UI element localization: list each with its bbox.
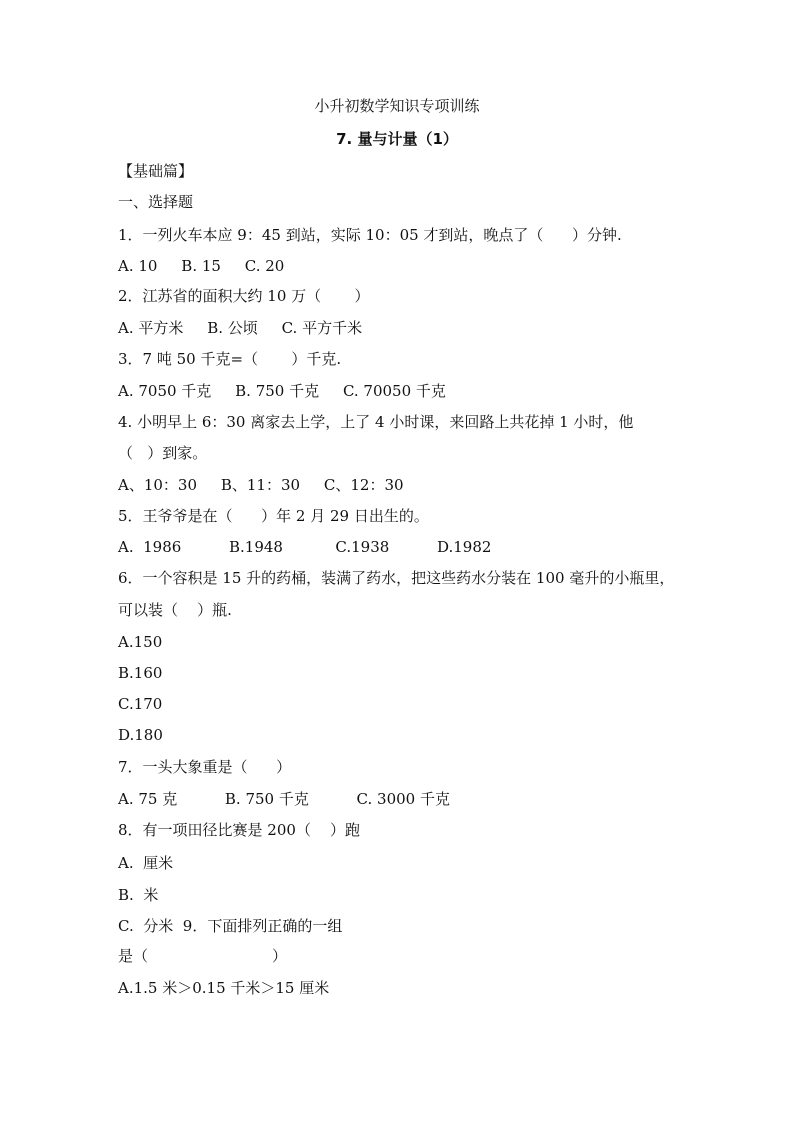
question-7-options: A. 75 克 B. 750 千克 C. 3000 千克 — [118, 790, 450, 808]
question-8-option-b: B. 米 — [118, 886, 159, 904]
question-9-option-a: A.1.5 米＞0.15 千米＞15 厘米 — [118, 979, 330, 997]
question-3-options: A. 7050 千克 B. 750 千克 C. 70050 千克 — [118, 382, 446, 400]
question-8: 8．有一项田径比赛是 200（ ）跑 — [118, 821, 361, 839]
part-heading: 一、选择题 — [118, 193, 194, 211]
question-2-options: A. 平方米 B. 公顷 C. 平方千米 — [118, 319, 363, 337]
question-6: 6．一个容积是 15 升的药桶，装满了药水，把这些药水分装在 100 毫升的小瓶里， — [118, 569, 675, 587]
question-2: 2．江苏省的面积大约 10 万（ ） — [118, 287, 370, 305]
page-subtitle: 7. 量与计量（1） — [336, 130, 458, 148]
question-9-continued: 是（ ） — [118, 947, 287, 965]
section-heading: 【基础篇】 — [118, 162, 194, 180]
question-8-option-a: A. 厘米 — [118, 854, 174, 872]
question-7: 7．一头大象重是（ ） — [118, 758, 292, 776]
question-8-option-c-and-question-9: C. 分米 9．下面排列正确的一组 — [118, 917, 343, 935]
question-6-option-a: A.150 — [118, 633, 163, 651]
question-5-options: A. 1986 B.1948 C.1938 D.1982 — [118, 538, 492, 556]
question-6-option-d: D.180 — [118, 726, 163, 744]
question-6-option-b: B.160 — [118, 664, 163, 682]
question-4: 4. 小明早上 6：30 离家去上学，上了 4 小时课，来回路上共花掉 1 小时，他 — [118, 413, 634, 431]
question-5: 5．王爷爷是在（ ）年 2 月 29 日出生的。 — [118, 507, 429, 525]
question-3: 3．7 吨 50 千克=（ ）千克. — [118, 350, 342, 368]
question-4-continued: （ ）到家。 — [118, 444, 208, 462]
question-4-options: A、10：30 B、11：30 C、12：30 — [118, 476, 404, 494]
page-title: 小升初数学知识专项训练 — [314, 97, 480, 115]
question-6-option-c: C.170 — [118, 695, 163, 713]
question-1-options: A. 10 B. 15 C. 20 — [118, 257, 285, 275]
question-1: 1．一列火车本应 9：45 到站，实际 10：05 才到站，晚点了（ ）分钟. — [118, 226, 622, 244]
question-6-continued: 可以装（ ）瓶. — [118, 601, 232, 619]
